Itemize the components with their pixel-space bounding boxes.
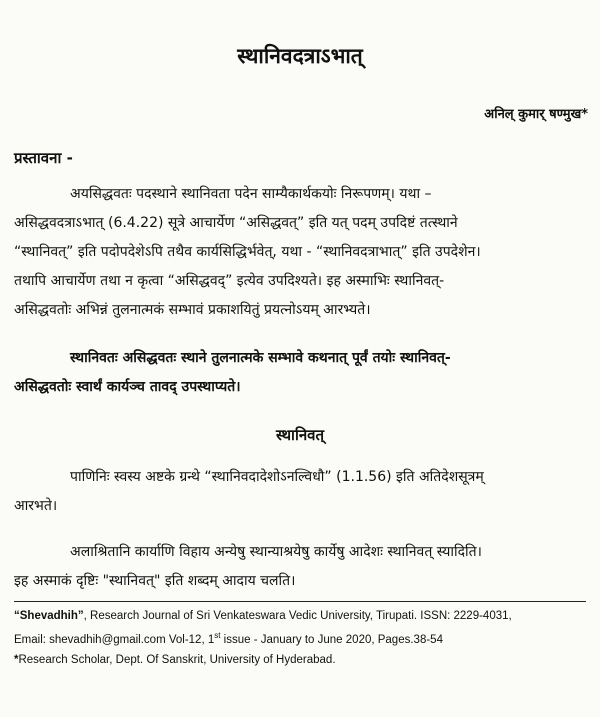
footnote-affiliation xyxy=(14,651,586,670)
section-heading-introduction: प्रस्तावना - xyxy=(14,149,73,167)
paragraph-line: असिद्धवदत्राऽभात् (6.4.22) सूत्रे आचार्येण “असिद्धवत्” इति यत् पदम् उपदिष्टं तत्स्थाने xyxy=(14,215,458,231)
paragraph-line: पाणिनिः स्वस्य अष्टके ग्रन्थे “स्थानिवदादेशोऽनल्विधौ” (1.1.56) इति अतिदेशसूत्रम् xyxy=(70,469,484,485)
paragraph-line: असिद्धवतोः अभिन्नं तुलनात्मकं सम्भावं प्रकाशयितुं प्रयत्नोऽयम् आरभ्यते। xyxy=(14,302,371,318)
journal-issue-pages: issue - January to June 2020, Pages.38-54 xyxy=(220,633,443,646)
ordinal-suffix: st xyxy=(214,631,221,640)
paragraph-line: स्थानिवतः असिद्धवतः स्थाने तुलनात्मके सम्भावे कथनात् पूर्वं तयोः स्थानिवत्- xyxy=(70,350,451,366)
footnote-journal xyxy=(14,607,586,650)
paragraph-line: तथापि आचार्येण तथा न कृत्वा “असिद्धवद्” इत्येव उपदिश्यते। इह अस्माभिः स्थानिवत्- xyxy=(14,273,445,289)
footnote-line xyxy=(14,607,586,626)
author-name: अनिल् कुमार् षण्मुख* xyxy=(484,107,588,122)
affiliation-mark: * xyxy=(14,654,19,666)
subsection-heading-sthanivat: स्थानिवत् xyxy=(275,426,325,444)
journal-name: “Shevadhih” xyxy=(14,610,84,622)
footnote-line xyxy=(14,626,586,650)
paragraph-3 xyxy=(14,463,586,521)
paragraph-line: आरभते। xyxy=(14,498,58,514)
paragraph-1 xyxy=(14,180,586,325)
journal-details: , Research Journal of Sri Venkateswara Vedic University, Tirupati. ISSN: 2229-4031, xyxy=(83,610,512,622)
journal-email-volume: Email: shevadhih@gmail.com Vol-12, 1 xyxy=(14,633,215,646)
paper-title: स्थानिवदत्राऽभात् xyxy=(237,44,363,68)
affiliation-text: Research Scholar, Dept. Of Sanskrit, University of Hyderabad. xyxy=(18,654,336,666)
footnote-line xyxy=(14,651,586,670)
paragraph-line: “स्थानिवत्” इति पदोपदेशेऽपि तथैव कार्यसिद्धिर्भवेत्, यथा - “स्थानिवदत्राभात्” इति उपदेशेन। xyxy=(14,244,481,260)
paragraph-line: अलाश्रितानि कार्याणि विहाय अन्येषु स्थान्याश्रयेषु कार्येषु आदेशः स्थानिवत् स्यादिति। xyxy=(70,544,482,560)
paragraph-line: इह अस्माकं दृष्टिः "स्थानिवत्" इति शब्दम् आदाय चलति। xyxy=(14,573,296,589)
footnote-divider xyxy=(14,601,586,602)
paragraph-line: अयसिद्धवतः पदस्थाने स्थानिवता पदेन साम्यैकार्थकयोः निरूपणम्। यथा – xyxy=(70,186,432,202)
paragraph-4 xyxy=(14,538,586,596)
paragraph-2 xyxy=(14,344,586,402)
paragraph-line: असिद्धवतोः स्वार्थं कार्यञ्च तावद् उपस्थाप्यते। xyxy=(14,379,241,395)
